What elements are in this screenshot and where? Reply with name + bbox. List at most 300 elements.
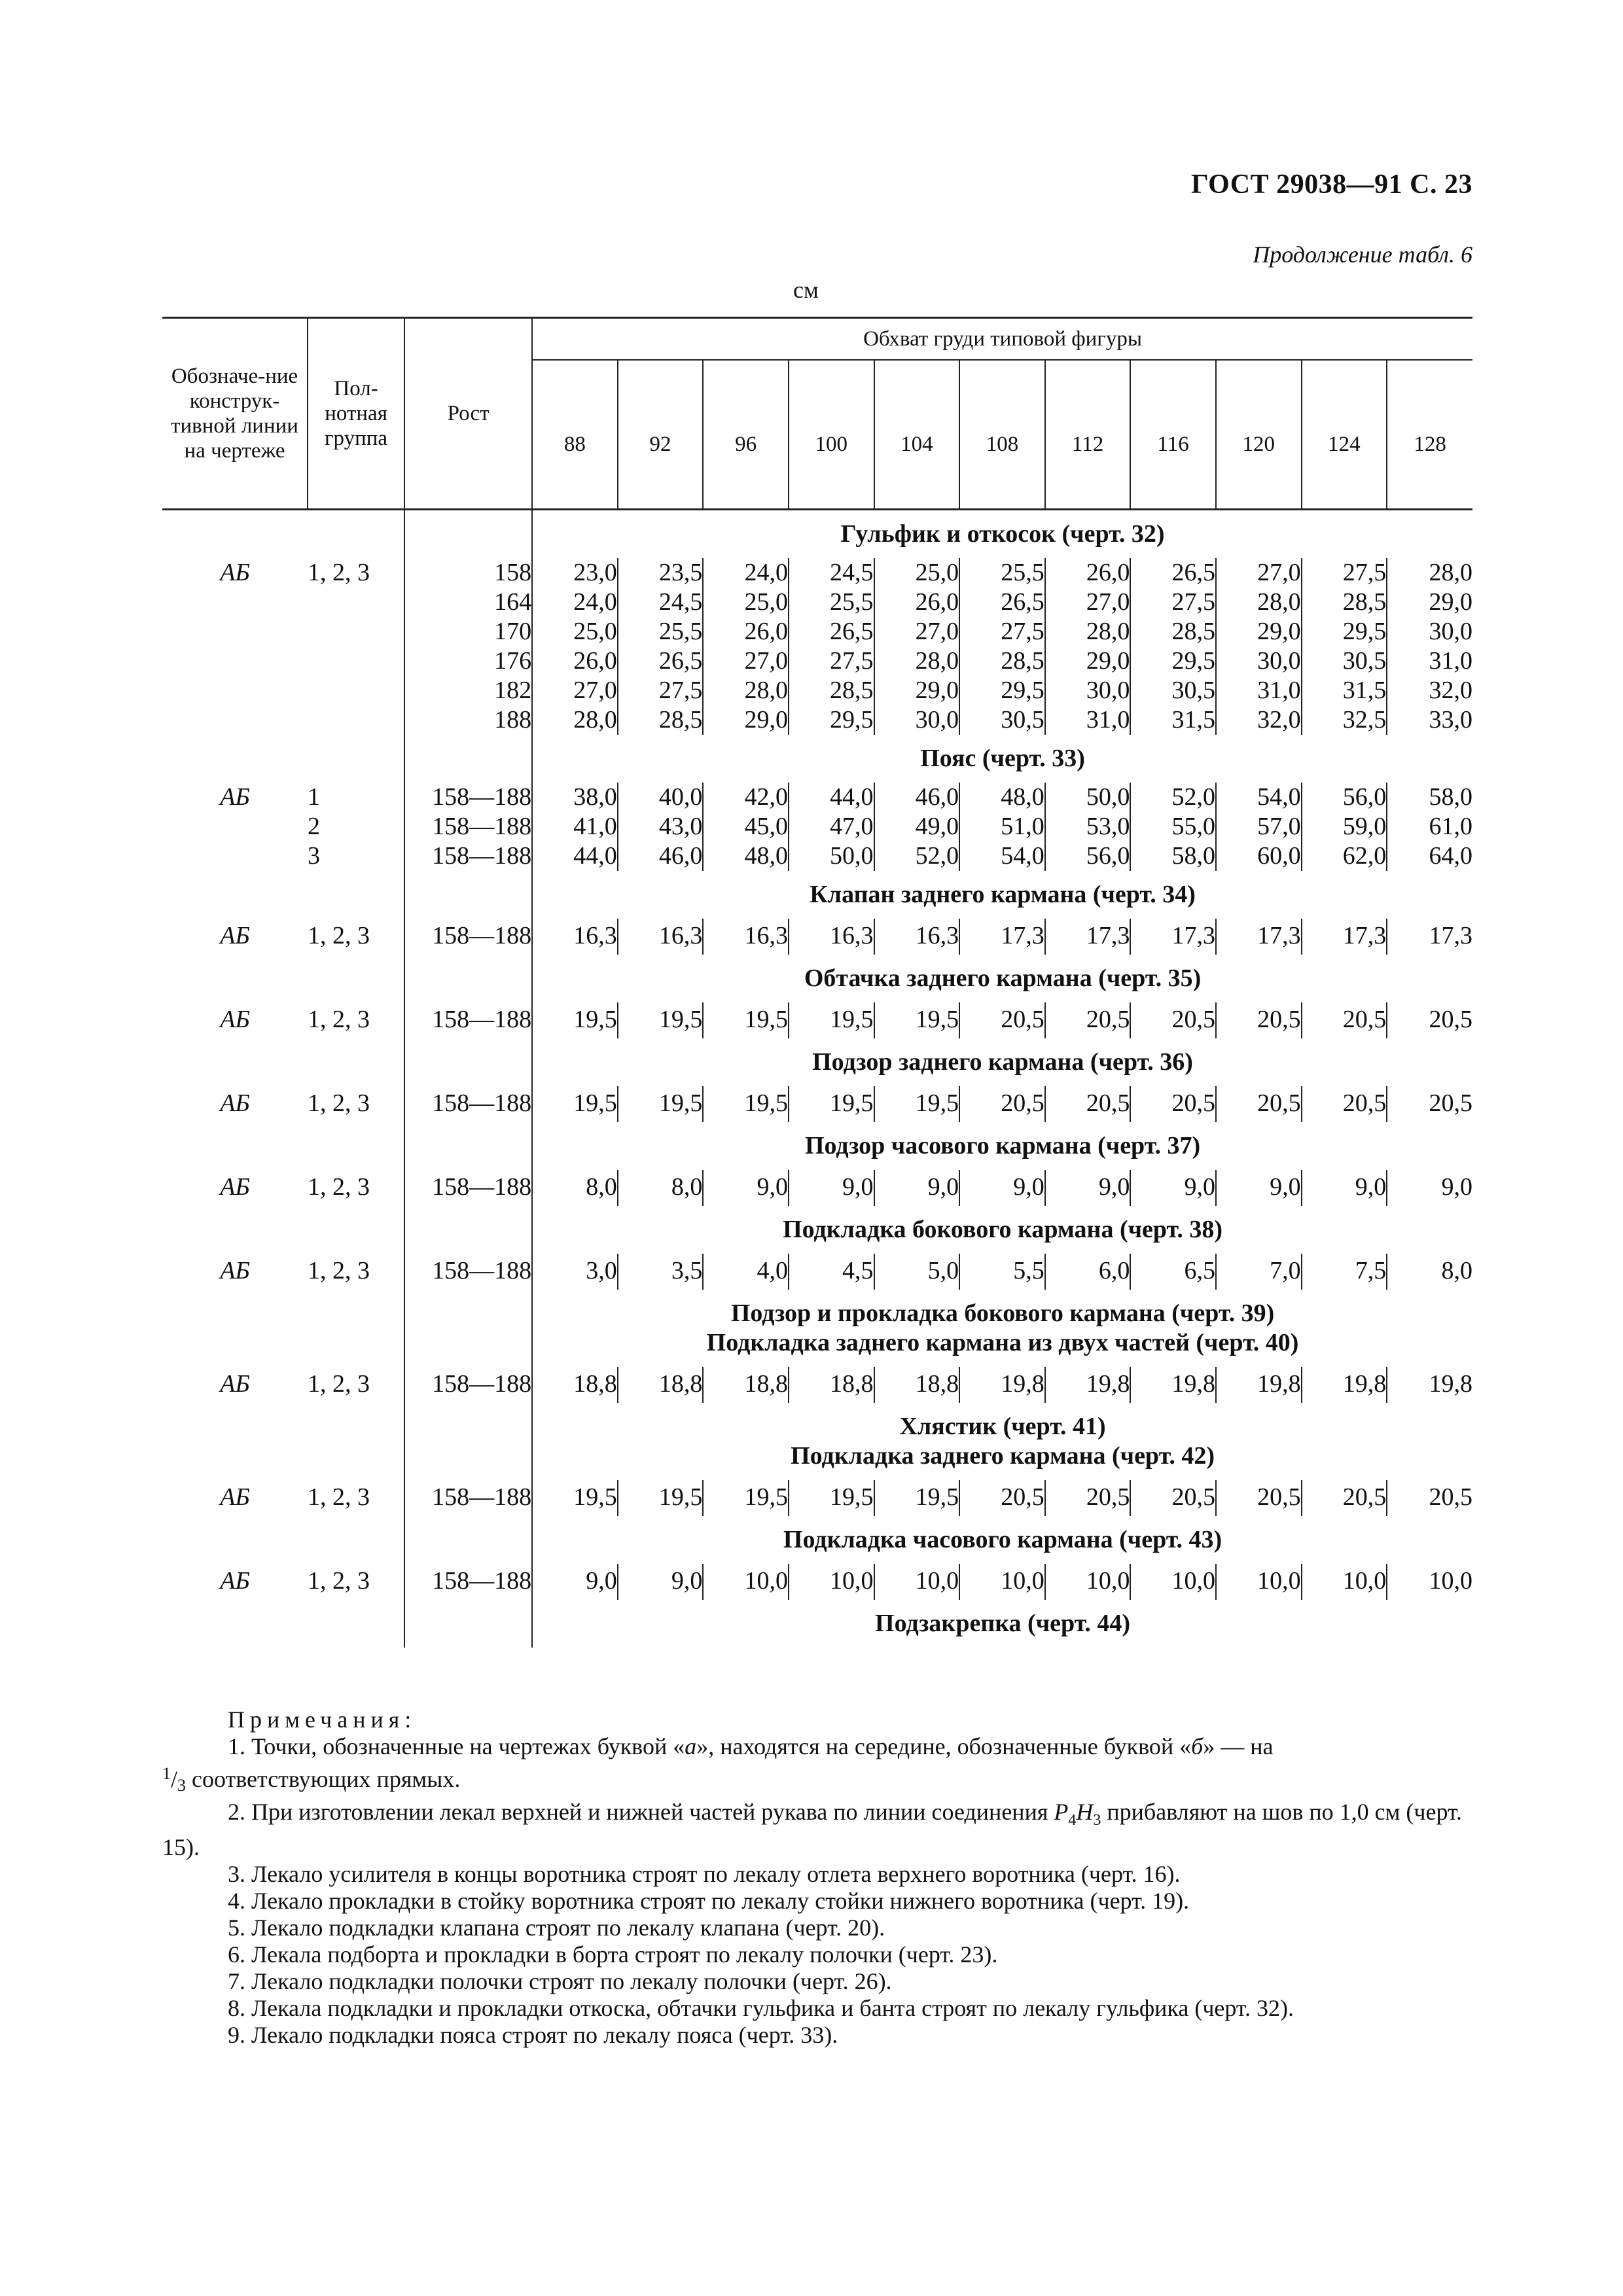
value-cell: 33,0 [1429,706,1472,733]
value-cell: 19,5 [789,1086,874,1122]
blank-cell [404,1290,532,1328]
blank-cell [162,1403,308,1441]
value-cell: 19,8 [1130,1367,1216,1403]
value-cell: 58,0 [1130,841,1216,871]
blank-cell [162,1328,308,1367]
value-cell: 50,0 [1045,783,1131,812]
value-cell: 18,8 [618,1367,704,1403]
table-row [162,1170,1472,1206]
value-cell: 32,5 [1302,705,1387,735]
section-title-row [162,1600,1472,1648]
value-cell: 20,5 [1045,1480,1131,1516]
value-cell: 48,0 [959,783,1045,812]
value-cell: 46,0 [874,783,960,812]
value-cell: 5,0 [874,1254,960,1290]
value-cell: 9,0 [1302,1170,1387,1206]
designation-cell: АБ [220,1483,250,1511]
value-cell: 59,0 [1302,812,1387,841]
value-cell: 25,0 [874,558,960,588]
value-cell: 62,0 [1302,841,1387,871]
group-cell: 1, 2, 3 [308,1480,404,1516]
designation-cell: АБ [220,1006,250,1033]
value-cell: 46,0 [618,841,704,871]
value-cell: 28,5 [789,676,874,705]
value-cell: 28,5 [618,705,704,735]
value-cell: 19,8 [1216,1367,1302,1403]
value-cell: 19,8 [959,1367,1045,1403]
blank-cell [162,1600,308,1648]
section-title-row [162,1290,1472,1328]
value-cell: 26,5 [959,588,1045,617]
height-cell: 158—188 [404,1170,532,1206]
table-row [162,919,1472,955]
value-cell: 7,5 [1302,1254,1387,1290]
value-cell: 20,5 [1216,1002,1302,1038]
value-cell: 24,0 [532,588,618,617]
designation-cell: АБ [220,1257,250,1284]
value-cell: 20,5 [1302,1086,1387,1122]
group-cell: 2 [308,812,404,841]
section-title-9: Подкладка часового кармана (черт. 43) [783,1526,1222,1553]
value-cell: 56,0 [1045,841,1131,871]
section-title-1: Пояс (черт. 33) [920,745,1085,772]
value-cell: 19,5 [874,1002,960,1038]
value-cell: 56,0 [1302,783,1387,812]
table-row [162,646,1472,676]
value-cell: 31,0 [1216,676,1302,705]
blank-cell [308,1516,404,1564]
height-cell: 158—188 [404,783,532,812]
value-cell: 8,0 [1441,1257,1472,1284]
value-cell: 45,0 [703,812,789,841]
value-cell: 29,5 [1302,617,1387,646]
blank-cell [404,510,532,559]
designation-cell: АБ [220,783,250,811]
group-cell [308,676,404,705]
height-cell: 158—188 [404,1002,532,1038]
value-cell: 25,0 [703,588,789,617]
value-cell: 60,0 [1216,841,1302,871]
value-cell: 16,3 [532,919,618,955]
value-cell: 27,0 [874,617,960,646]
value-cell: 58,0 [1429,783,1472,811]
value-cell: 23,5 [618,558,704,588]
value-cell: 50,0 [789,841,874,871]
value-cell: 10,0 [1429,1567,1472,1595]
note-3: 3. Лекало усилителя в концы воротника строят по лекалу отлета верхнего воротника (черт. 16). [228,1861,1181,1888]
table-row [162,1086,1472,1122]
value-cell: 28,0 [1045,617,1131,646]
value-cell: 19,5 [532,1002,618,1038]
blank-cell [308,871,404,919]
section-title-row [162,871,1472,919]
value-cell: 17,3 [1045,919,1131,955]
height-cell: 158—188 [404,1254,532,1290]
value-cell: 5,5 [959,1254,1045,1290]
height-cell: 158—188 [404,919,532,955]
value-cell: 9,0 [789,1170,874,1206]
value-cell: 16,3 [789,919,874,955]
sizes-table [162,317,1472,1648]
section-title-row [162,1441,1472,1480]
page-header: ГОСТ 29038—91 С. 23 [1190,169,1472,200]
value-cell: 29,0 [703,705,789,735]
height-cell: 158—188 [404,1480,532,1516]
value-cell: 30,0 [1216,646,1302,676]
value-cell: 31,5 [1130,705,1216,735]
value-cell: 9,0 [959,1170,1045,1206]
girth-header-4: 104 [874,360,960,510]
group-cell [308,617,404,646]
designation-cell: АБ [220,1567,250,1595]
blank-cell [162,1516,308,1564]
value-cell: 20,5 [959,1480,1045,1516]
section-title-row [162,735,1472,783]
value-cell: 17,3 [1216,919,1302,955]
note-9: 9. Лекало подкладки пояса строят по лекалу пояса (черт. 33). [228,2022,838,2049]
value-cell: 27,0 [1045,588,1131,617]
group-cell: 1, 2, 3 [308,1564,404,1600]
value-cell: 6,5 [1130,1254,1216,1290]
section-title-3: Обтачка заднего кармана (черт. 35) [804,964,1202,992]
blank-cell [308,1290,404,1328]
value-cell: 20,5 [1216,1086,1302,1122]
value-cell: 23,0 [532,558,618,588]
value-cell: 9,0 [1130,1170,1216,1206]
group-cell [308,646,404,676]
designation-cell: АБ [220,1370,250,1398]
blank-cell [404,1600,532,1648]
blank-cell [404,871,532,919]
value-cell: 30,0 [1045,676,1131,705]
group-cell [308,588,404,617]
value-cell: 28,5 [1302,588,1387,617]
value-cell: 32,0 [1429,677,1472,704]
value-cell: 16,3 [874,919,960,955]
value-cell: 44,0 [532,841,618,871]
height-cell: 158—188 [404,1367,532,1403]
value-cell: 18,8 [874,1367,960,1403]
value-cell: 48,0 [703,841,789,871]
height-cell: 170 [404,617,532,646]
blank-cell [308,1122,404,1170]
blank-cell [308,1403,404,1441]
value-cell: 53,0 [1045,812,1131,841]
designation-cell: АБ [220,1089,250,1117]
value-cell: 9,0 [874,1170,960,1206]
section-title-row [162,1038,1472,1086]
blank-cell [162,510,308,559]
value-cell: 29,5 [959,676,1045,705]
designation-cell [162,617,308,646]
value-cell: 20,5 [1302,1002,1387,1038]
value-cell: 10,0 [959,1564,1045,1600]
section-title-8-b: Подкладка заднего кармана (черт. 42) [791,1442,1215,1470]
value-cell: 27,5 [618,676,704,705]
blank-cell [308,1441,404,1480]
value-cell: 19,5 [532,1086,618,1122]
blank-cell [308,1206,404,1254]
section-title-row [162,510,1472,559]
value-cell: 20,5 [1302,1480,1387,1516]
header-height: Рост [404,318,532,510]
section-title-row [162,1516,1472,1564]
section-title-row [162,1122,1472,1170]
group-cell: 1, 2, 3 [308,919,404,955]
value-cell: 52,0 [1130,783,1216,812]
value-cell: 31,0 [1429,647,1472,675]
value-cell: 6,0 [1045,1254,1131,1290]
header-designation: Обозначе-ние конструк-тивной линии на чертеже [162,318,308,510]
value-cell: 27,0 [703,646,789,676]
value-cell: 42,0 [703,783,789,812]
designation-cell [162,588,308,617]
value-cell: 26,0 [532,646,618,676]
note-5: 5. Лекало подкладки клапана строят по лекалу клапана (черт. 20). [228,1915,885,1941]
value-cell: 9,0 [532,1564,618,1600]
section-title-0: Гульфик и откосок (черт. 32) [840,520,1165,548]
value-cell: 20,5 [1216,1480,1302,1516]
value-cell: 20,5 [1045,1002,1131,1038]
value-cell: 24,0 [703,558,789,588]
girth-header-10: 128 [1387,360,1472,510]
value-cell: 26,5 [618,646,704,676]
value-cell: 27,5 [1130,588,1216,617]
value-cell: 29,0 [1216,617,1302,646]
value-cell: 29,5 [789,705,874,735]
table-row [162,558,1472,588]
value-cell: 20,5 [1130,1480,1216,1516]
designation-cell: АБ [220,922,250,949]
value-cell: 29,0 [1045,646,1131,676]
blank-cell [404,1122,532,1170]
value-cell: 10,0 [874,1564,960,1600]
table-row [162,812,1472,841]
designation-cell: АБ [220,559,250,586]
designation-cell [162,646,308,676]
value-cell: 47,0 [789,812,874,841]
designation-cell [162,676,308,705]
value-cell: 31,0 [1045,705,1131,735]
blank-cell [162,1441,308,1480]
value-cell: 17,3 [1130,919,1216,955]
value-cell: 7,0 [1216,1254,1302,1290]
value-cell: 43,0 [618,812,704,841]
notes [162,1706,1472,2049]
value-cell: 27,5 [789,646,874,676]
value-cell: 57,0 [1216,812,1302,841]
table-row [162,588,1472,617]
blank-cell [308,1038,404,1086]
height-cell: 182 [404,676,532,705]
height-cell: 158—188 [404,841,532,871]
value-cell: 54,0 [959,841,1045,871]
designation-cell [162,841,308,871]
note-6: 6. Лекала подборта и прокладки в борта строят по лекалу полочки (черт. 23). [228,1941,998,1968]
value-cell: 40,0 [618,783,704,812]
girth-header-0: 88 [532,360,618,510]
notes-title: Примечания: [228,1706,417,1733]
table-row [162,617,1472,646]
girth-header-1: 92 [618,360,704,510]
blank-cell [162,1206,308,1254]
group-cell: 1, 2, 3 [308,1254,404,1290]
value-cell: 4,0 [703,1254,789,1290]
value-cell: 25,0 [532,617,618,646]
value-cell: 17,3 [959,919,1045,955]
unit-label: см [793,277,819,303]
value-cell: 30,0 [1429,618,1472,645]
value-cell: 18,8 [532,1367,618,1403]
girth-header-6: 112 [1045,360,1131,510]
value-cell: 27,0 [532,676,618,705]
note-4: 4. Лекало прокладки в стойку воротника строят по лекалу стойки нижнего воротника (черт. 19). [228,1888,1190,1915]
designation-cell [162,705,308,735]
value-cell: 19,5 [532,1480,618,1516]
value-cell: 25,5 [789,588,874,617]
section-title-5: Подзор часового кармана (черт. 37) [804,1132,1201,1159]
value-cell: 26,5 [1130,558,1216,588]
blank-cell [404,1328,532,1367]
section-title-row [162,955,1472,1002]
value-cell: 19,5 [618,1480,704,1516]
blank-cell [404,955,532,1002]
value-cell: 20,5 [1429,1483,1472,1511]
value-cell: 3,0 [532,1254,618,1290]
section-title-row [162,1328,1472,1367]
table-row [162,1480,1472,1516]
value-cell: 16,3 [618,919,704,955]
value-cell: 20,5 [1429,1006,1472,1033]
value-cell: 30,5 [1130,676,1216,705]
value-cell: 10,0 [1045,1564,1131,1600]
value-cell: 28,0 [532,705,618,735]
value-cell: 17,3 [1302,919,1387,955]
value-cell: 19,8 [1302,1367,1387,1403]
girth-header-3: 100 [789,360,874,510]
section-title-row [162,1206,1472,1254]
blank-cell [404,1441,532,1480]
value-cell: 20,5 [1045,1086,1131,1122]
header-group: Пол-нотная группа [308,318,404,510]
value-cell: 10,0 [703,1564,789,1600]
blank-cell [308,735,404,783]
girth-header-8: 120 [1216,360,1302,510]
section-title-row [162,1403,1472,1441]
height-cell: 158—188 [404,1564,532,1600]
value-cell: 8,0 [532,1170,618,1206]
value-cell: 31,5 [1302,676,1387,705]
table-row [162,783,1472,812]
girth-header-9: 124 [1302,360,1387,510]
value-cell: 54,0 [1216,783,1302,812]
height-cell: 176 [404,646,532,676]
blank-cell [162,735,308,783]
value-cell: 20,5 [959,1002,1045,1038]
value-cell: 16,3 [703,919,789,955]
value-cell: 10,0 [1302,1564,1387,1600]
value-cell: 10,0 [1130,1564,1216,1600]
section-title-6: Подкладка бокового кармана (черт. 38) [783,1216,1222,1243]
value-cell: 26,0 [703,617,789,646]
height-cell: 164 [404,588,532,617]
value-cell: 19,5 [874,1480,960,1516]
designation-cell [162,812,308,841]
value-cell: 20,5 [1130,1086,1216,1122]
table-row [162,841,1472,871]
note-8: 8. Лекала подкладки и прокладки откоска, обтачки гульфика и банта строят по лекалу гульфика (черт. 32). [228,1995,1294,2022]
group-cell: 1, 2, 3 [308,558,404,588]
value-cell: 30,5 [1302,646,1387,676]
value-cell: 17,3 [1429,922,1472,949]
value-cell: 27,5 [959,617,1045,646]
value-cell: 10,0 [789,1564,874,1600]
note-2: 2. При изготовлении лекал верхней и нижней частей рукава по линии соединения $P_4H_3$ прибавляют на шов по 1,0 см (черт. 15). [162,1799,1463,1861]
group-cell: 1, 2, 3 [308,1086,404,1122]
value-cell: 25,5 [618,617,704,646]
value-cell: 51,0 [959,812,1045,841]
blank-cell [404,1403,532,1441]
value-cell: 27,0 [1216,558,1302,588]
value-cell: 19,5 [618,1086,704,1122]
value-cell: 55,0 [1130,812,1216,841]
value-cell: 19,5 [874,1086,960,1122]
height-cell: 188 [404,705,532,735]
group-cell: 1, 2, 3 [308,1367,404,1403]
blank-cell [308,1600,404,1648]
value-cell: 30,0 [874,705,960,735]
value-cell: 52,0 [874,841,960,871]
value-cell: 49,0 [874,812,960,841]
value-cell: 27,5 [1302,558,1387,588]
value-cell: 32,0 [1216,705,1302,735]
value-cell: 28,0 [703,676,789,705]
height-cell: 158 [404,558,532,588]
value-cell: 41,0 [532,812,618,841]
blank-cell [162,1122,308,1170]
blank-cell [162,1290,308,1328]
section-title-4: Подзор заднего кармана (черт. 36) [812,1048,1193,1076]
blank-cell [404,1206,532,1254]
value-cell: 3,5 [618,1254,704,1290]
table-continuation-label: Продолжение табл. 6 [1253,241,1472,268]
girth-header-7: 116 [1130,360,1216,510]
blank-cell [308,955,404,1002]
value-cell: 29,5 [1130,646,1216,676]
value-cell: 9,0 [1216,1170,1302,1206]
group-cell: 1 [308,783,404,812]
value-cell: 29,0 [1429,588,1472,616]
value-cell: 61,0 [1429,813,1472,840]
blank-cell [404,1038,532,1086]
value-cell: 28,0 [874,646,960,676]
value-cell: 26,5 [789,617,874,646]
value-cell: 8,0 [618,1170,704,1206]
blank-cell [162,955,308,1002]
height-cell: 158—188 [404,812,532,841]
value-cell: 18,8 [703,1367,789,1403]
value-cell: 20,5 [1130,1002,1216,1038]
value-cell: 19,5 [789,1480,874,1516]
value-cell: 19,8 [1045,1367,1131,1403]
girth-header-2: 96 [703,360,789,510]
height-cell: 158—188 [404,1086,532,1122]
value-cell: 29,0 [874,676,960,705]
value-cell: 20,5 [1429,1089,1472,1117]
section-title-2: Клапан заднего кармана (черт. 34) [810,881,1196,908]
value-cell: 20,5 [959,1086,1045,1122]
value-cell: 10,0 [1216,1564,1302,1600]
